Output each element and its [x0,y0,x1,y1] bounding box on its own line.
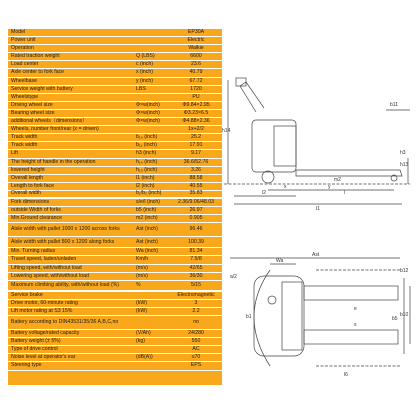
spec-unit: Φ×w(inch) [136,101,160,108]
spec-value: 96.46 [189,226,203,233]
spec-label: Fork dimensions [11,199,50,206]
spec-label: Rated traction weight [11,53,60,60]
spec-label: outside Width of forks [11,207,61,214]
spec-unit: b5 (inch) [136,207,157,214]
label-h14: h14 [222,128,231,134]
spec-row [8,175,222,183]
spec-row [8,330,222,338]
spec-unit: h3 (inch) [136,150,157,157]
spec-value: 100.39 [188,238,204,245]
spec-value: 35.83 [189,190,203,197]
spec-value: EP30A [187,28,205,35]
spec-row [8,338,222,346]
spec-unit: % [136,281,141,288]
fork-top-lower [304,330,398,344]
spec-label: Load center [11,61,39,68]
spec-label: Lowering speed, with/without load [11,272,89,279]
label-l6: l6 [344,372,348,378]
spec-row [8,354,222,362]
label-l1: l1 [316,206,320,212]
steering-wheel-top [268,296,276,304]
spec-row [8,223,222,237]
spec-label: Track width [11,142,38,149]
spec-label: Drive motor, 60-minute rating [11,299,78,306]
label-b5: b5 [392,316,398,322]
spec-row [8,248,222,256]
tiller-grip [236,78,246,86]
spec-label: Length to fork face [11,182,54,189]
spec-value: 42/65 [189,264,203,271]
spec-value: 40.55 [189,182,203,189]
spec-unit: Φ×w(inch) [136,118,160,125]
fork-top-upper [304,286,398,300]
spec-label: Steering type [11,362,42,369]
drawings [224,20,414,400]
spec-unit: x (inch) [136,69,154,76]
spec-label: Model [11,28,26,35]
label-s: s [354,322,357,328]
label-l: l [344,190,346,196]
spec-unit: Km/h [136,256,149,263]
spec-row [8,110,222,118]
spec-row [8,316,222,330]
spec-row [8,53,222,61]
spec-value: 9.17 [190,150,202,157]
label-ast: Ast [312,252,320,258]
spec-unit: (dB(A)) [136,354,153,361]
spec-row [8,215,222,223]
spec-value: 24/280 [188,330,204,337]
spec-unit: l2 (inch) [136,182,155,189]
spec-row [8,265,222,273]
spec-row [8,257,222,265]
spec-value: 7.5/8 [190,256,202,263]
label-l2: l2 [262,190,266,196]
spec-unit: Φ×w(inch) [136,109,160,116]
spec-value: EPS [190,362,202,369]
spec-value: 40.79 [189,69,203,76]
spec-value: PU [192,93,200,100]
spec-table [8,29,222,385]
spec-value: Electric [187,37,205,44]
spec-unit: Ast (inch) [136,238,158,245]
spec-label: Track width [11,134,38,141]
battery-cover [274,126,296,166]
spec-row [8,300,222,308]
spec-label: additional wheels（dimensions） [11,118,88,125]
forks [296,170,402,176]
spec-row [8,78,222,86]
spec-row [8,29,222,37]
spec-unit: (m/s) [136,272,148,279]
spec-value: 81.34 [189,248,203,255]
spec-value: Φ9.84×2.95 [182,101,210,108]
spec-unit: s/e/l (inch) [136,199,160,206]
spec-label: Battery weight (± 5%) [11,338,61,345]
spec-value: 67.72 [189,77,203,84]
spec-label: Aisle width with pallet 800 x 1200 along forks [11,238,115,245]
spec-row [8,363,222,371]
truck-top-body [254,276,304,356]
spec-label: Wheelbase [11,77,37,84]
spec-label: Min.Ground clearance [11,215,63,222]
spec-unit: m2 (inch) [136,215,158,222]
label-e: e [354,306,357,312]
spec-label: Type of drive control [11,346,58,353]
spec-unit: (m/s) [136,264,148,271]
label-b10: b10 [400,312,409,318]
spec-value: 1x+2/2 [188,126,204,133]
spec-value: 25.2 [190,134,202,141]
spec-row [8,102,222,110]
spec-unit: h₁₄ (inch) [136,158,158,165]
spec-unit: y (inch) [136,77,154,84]
spec-label: Min. Turning radius [11,248,56,255]
spec-value: 3 [194,299,198,306]
spec-value: Electromagnetic [177,291,215,298]
spec-label: Lift motor rating at S3 15% [11,307,73,314]
spec-unit: Ast (inch) [136,226,158,233]
spec-unit: LBS [136,85,146,92]
spec-row [8,159,222,167]
spec-label: Aisle width with pallet 1000 x 1200 across forks [11,226,120,233]
spec-row [8,118,222,126]
spec-row [8,281,222,292]
spec-value: 550 [191,338,201,345]
spec-label: Lift [11,150,18,157]
spec-row [8,134,222,142]
spec-value: ≤70 [191,354,201,361]
spec-value: 2.36/9.06/48.03 [177,199,215,206]
spec-row [8,308,222,316]
label-y: y [328,184,331,190]
side-view-drawing [224,78,410,204]
spec-value: 6600 [190,53,202,60]
label-h13: h13 [400,162,409,168]
spec-value: 36/30 [189,272,203,279]
spec-label: Overall length [11,174,44,181]
label-m2: m2 [334,177,341,183]
spec-unit: h₁₃ (inch) [136,166,158,173]
spec-value: Walkie [188,45,204,52]
spec-value: 1720 [190,85,202,92]
spec-label: Overall width [11,190,41,197]
spec-row [8,237,222,248]
spec-unit: b₁₀ (inch) [136,134,158,141]
spec-row [8,191,222,199]
spec-unit: Wa (inch) [136,248,159,255]
spec-label: lowered height [11,166,45,173]
drive-wheel [262,171,274,183]
spec-value: AC [192,346,200,353]
spec-label: Battery voltage/rated capacity [11,330,80,337]
spec-row [8,142,222,150]
spec-unit: (V/Ah) [136,330,151,337]
spec-unit: b₁₁ (inch) [136,142,157,149]
tiller-arm [240,82,264,112]
spec-unit: b₁/b₂ (inch) [136,190,162,197]
spec-value: Φ3.23×6.5 [183,109,209,116]
spec-label: Maximum climbing ability, with/without load (%) [11,281,120,288]
spec-unit: (kW) [136,307,147,314]
spec-value: 36.6/52.76 [183,158,209,165]
spec-unit: (kW) [136,299,147,306]
spec-value: 2.2 [192,307,200,314]
spec-label: Bearing wheel size [11,109,55,116]
spec-unit: l1 (inch) [136,174,155,181]
label-b12: b12 [400,268,409,274]
spec-label: Service brake [11,291,43,298]
turning-arc [254,270,270,366]
spec-value: no [193,318,199,325]
spec-value: 5/15 [190,281,202,288]
spec-label: Axle center to fork face [11,69,65,76]
spec-label: Lifting speed, with/without load [11,264,82,271]
spec-label: Operation [11,45,34,52]
spec-row [8,346,222,354]
spec-row [8,199,222,207]
spec-row [8,167,222,175]
spec-row [8,45,222,53]
spec-unit: Q (LBS) [136,53,155,60]
spec-value: 3.26 [190,166,202,173]
spec-label: Battery according to DIN43531/35/36 A,B,C,no [11,318,119,325]
spec-row [8,151,222,159]
spec-value: 26.97 [189,207,203,214]
label-b11: b11 [390,102,398,108]
spec-value: 88.58 [189,174,203,181]
label-a2: a/2 [230,274,237,280]
spec-value: 17.91 [189,142,203,149]
spec-label: Wheelstype [11,93,39,100]
spec-label: Travel speed, laden/unladen [11,256,77,263]
label-wa: Wa [276,258,284,264]
spec-row [8,37,222,45]
battery-top [282,282,302,350]
spec-label: Power unit [11,37,36,44]
spec-row [8,61,222,69]
spec-label: Driving wheel size [11,101,53,108]
spec-value: Φ4.88×2.36 [182,118,210,125]
spec-unit: c (inch) [136,61,154,68]
spec-row [8,126,222,134]
spec-label: Service weight with battery [11,85,73,92]
spec-row [8,70,222,78]
spec-value: 23.6 [190,61,202,68]
label-x: x [284,184,287,190]
spec-row [8,207,222,215]
spec-row [8,273,222,281]
spec-row [8,86,222,94]
spec-label: Wheels, number front/rear (x = driven) [11,126,99,133]
spec-label: The height of handle in the operation [11,158,96,165]
spec-row [8,292,222,300]
spec-row [8,94,222,102]
label-b1: b1 [246,314,252,320]
spec-label: Noise level at operator's ear [11,354,76,361]
spec-value: 0.905 [189,215,203,222]
label-h3: h3 [400,150,406,156]
spec-unit: (kg) [136,338,145,345]
top-view-drawing [230,258,410,366]
